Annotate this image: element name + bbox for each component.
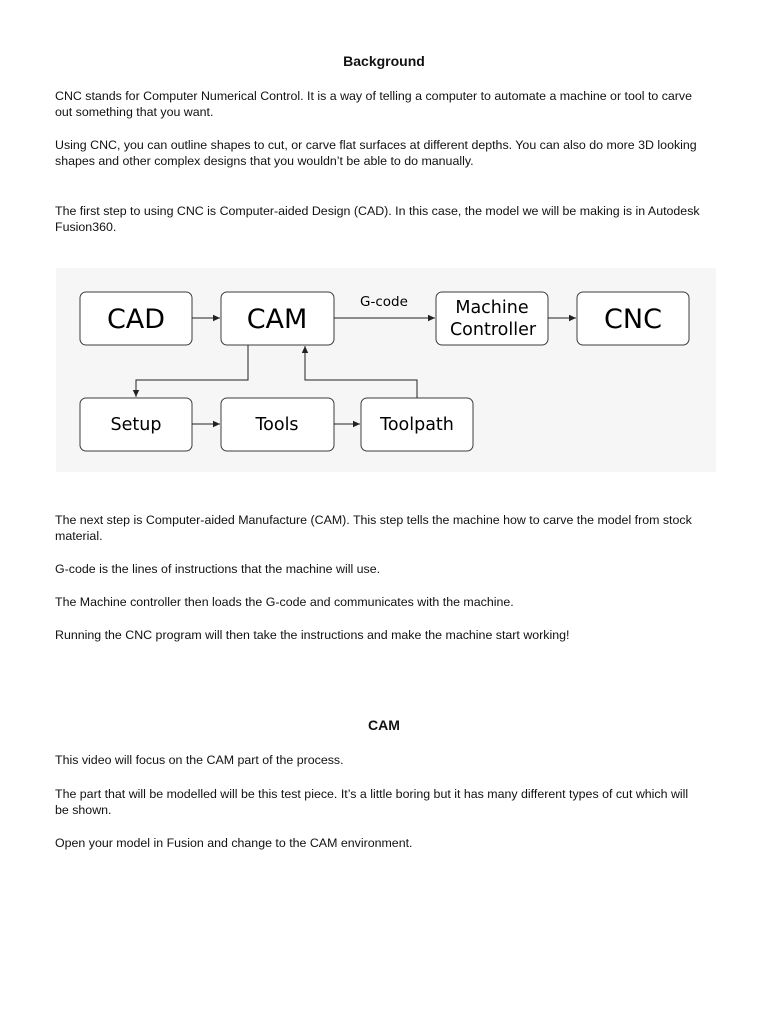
toolpath-label: Toolpath xyxy=(380,415,454,435)
machine-controller-paragraph: The Machine controller then loads the G-code and communicates with the machine. xyxy=(55,595,514,609)
setup-label: Setup xyxy=(110,415,162,435)
open-model-paragraph: Open your model in Fusion and change to the CAM environment. xyxy=(55,836,413,850)
cad-step-paragraph: The first step to using CNC is Computer-aided Design (CAD). In this case, the model we will be making is in Autodesk Fusion360. xyxy=(55,204,700,235)
gcode-edge-label: G-code xyxy=(360,294,408,310)
gcode-paragraph: G-code is the lines of instructions that the machine will use. xyxy=(55,562,381,576)
cnc-definition-paragraph: CNC stands for Computer Numerical Control. It is a way of telling a computer to automate a machine or tool to carve out something that you want. xyxy=(55,89,693,120)
cam-label: CAM xyxy=(246,304,308,335)
controller-label: Controller xyxy=(449,320,537,340)
cnc-capabilities-paragraph: Using CNC, you can outline shapes to cut, or carve flat surfaces at different depths. You can also do more 3D looking shapes and other complex designs that you wouldn’t be able to do manually. xyxy=(55,138,697,169)
tools-label: Tools xyxy=(255,415,299,435)
cnc-label: CNC xyxy=(604,304,662,335)
cad-label: CAD xyxy=(106,304,166,335)
cnc-workflow-diagram xyxy=(56,268,716,472)
cnc-program-paragraph: Running the CNC program will then take the instructions and make the machine start working! xyxy=(55,628,570,642)
cam-step-paragraph: The next step is Computer-aided Manufacture (CAM). This step tells the machine how to carve the model from stock material. xyxy=(55,513,692,544)
background-heading: Background xyxy=(343,53,425,69)
cam-heading: CAM xyxy=(368,717,400,733)
test-piece-paragraph: The part that will be modelled will be this test piece. It’s a little boring but it has many different types of cut which will be shown. xyxy=(55,787,689,818)
video-focus-paragraph: This video will focus on the CAM part of the process. xyxy=(55,753,344,767)
machine-label: Machine xyxy=(455,298,529,318)
